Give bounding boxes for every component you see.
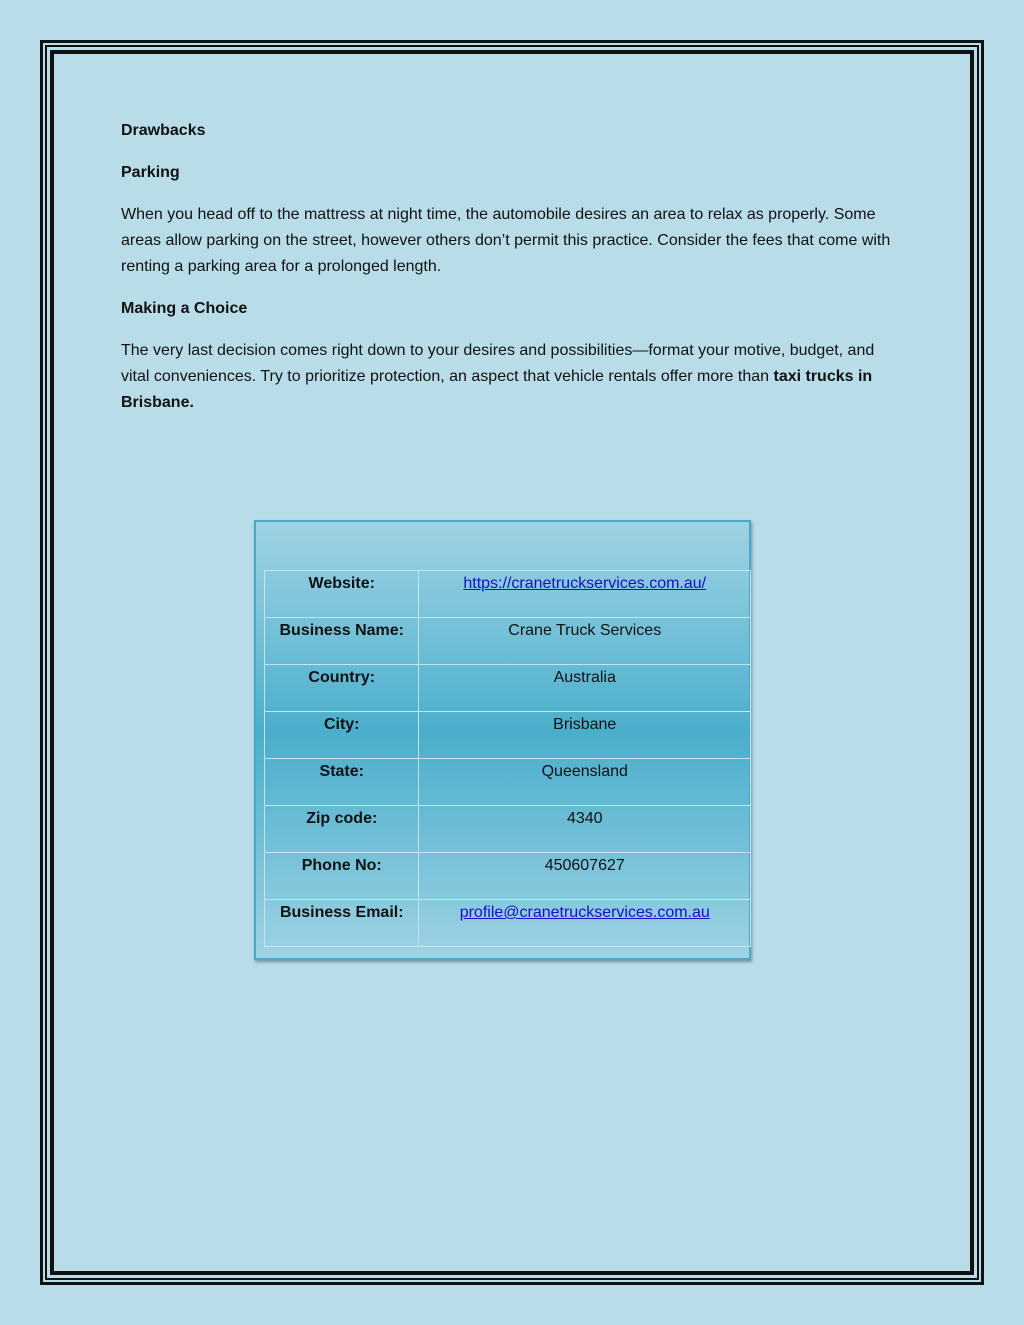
business-email-link[interactable]: profile@cranetruckservices.com.au (459, 904, 710, 921)
business-email-cell (419, 900, 751, 947)
paragraph-choice-bold-text: taxi trucks in Brisbane. (121, 368, 873, 411)
country-label: Country: (265, 665, 419, 712)
business-info-panel (254, 520, 751, 960)
paragraph-choice-text: The very last decision comes right down to your desires and possibilities—format your motive, budget, and vital conveniences. Try to prioritize protection, an aspect that vehicle rentals offer more than (121, 342, 875, 385)
document-body (121, 118, 901, 432)
heading-parking: Parking (121, 164, 180, 181)
heading-drawbacks: Drawbacks (121, 122, 206, 139)
state-value: Queensland (419, 759, 751, 806)
phone-value: 450607627 (419, 853, 751, 900)
table-row (265, 618, 751, 665)
heading-making-a-choice: Making a Choice (121, 300, 248, 317)
phone-label: Phone No: (265, 853, 419, 900)
website-link[interactable]: https://cranetruckservices.com.au/ (463, 575, 707, 592)
country-value: Australia (419, 665, 751, 712)
table-row (265, 900, 751, 947)
business-name-value: Crane Truck Services (419, 618, 751, 665)
city-value: Brisbane (419, 712, 751, 759)
zip-code-label: Zip code: (265, 806, 419, 853)
table-row (265, 571, 751, 618)
business-name-label: Business Name: (265, 618, 419, 665)
table-row (265, 712, 751, 759)
website-cell (419, 571, 751, 618)
table-row (265, 806, 751, 853)
city-label: City: (265, 712, 419, 759)
business-email-label: Business Email: (265, 900, 419, 947)
table-row (265, 853, 751, 900)
business-info-table (264, 570, 751, 947)
website-label: Website: (265, 571, 419, 618)
table-row (265, 759, 751, 806)
table-row (265, 665, 751, 712)
zip-code-value: 4340 (419, 806, 751, 853)
state-label: State: (265, 759, 419, 806)
paragraph-parking: When you head off to the mattress at night time, the automobile desires an area to relax as properly. Some areas allow parking on the street, however others don’t permit this practice. Consider the fees that come with renting a parking area for a prolonged length. (121, 206, 891, 275)
paragraph-making-a-choice (121, 338, 901, 416)
